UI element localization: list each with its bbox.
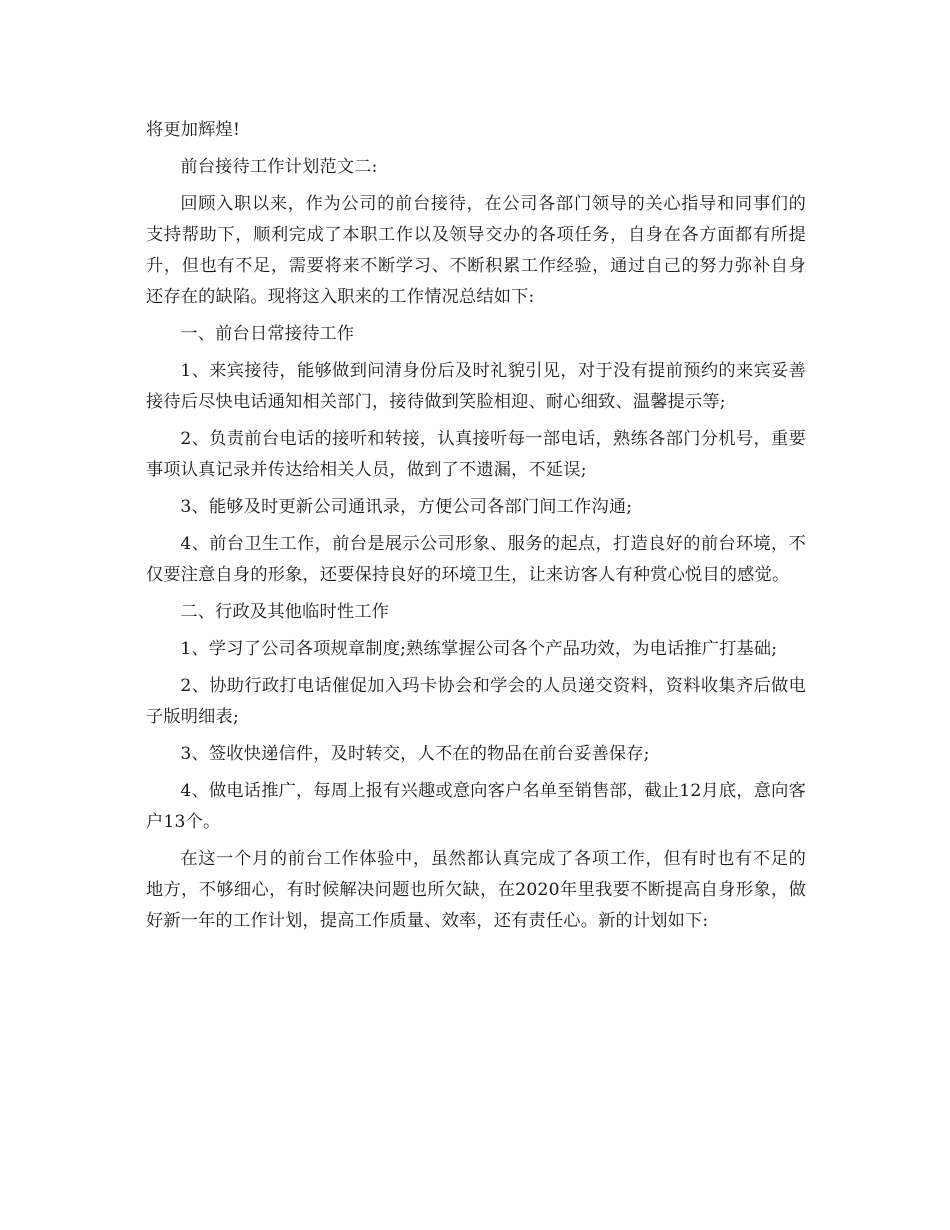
paragraph-closing-line: 将更加辉煌!: [146, 120, 241, 140]
section-title-sample-two: 前台接待工作计划范文二:: [180, 157, 378, 177]
list-item-courier-signing: 3、签收快递信件，及时转交，人不在的物品在前台妥善保存;: [180, 744, 650, 764]
list-item-admin-assist: 2、协助行政打电话催促加入玛卡协会和学会的人员递交资料，资料收集齐后做电子版明细表;: [146, 676, 806, 727]
paragraph-summary-plan: 在这一个月的前台工作体验中，虽然都认真完成了各项工作，但有时也有不足的地方，不够细心，有时候解决问题也所欠缺，在2020年里我要不断提高自身形象，做好新一年的工作计划，提高工作质量、效率，还有责任心。新的计划如下:: [146, 849, 806, 931]
list-item-front-desk-hygiene: 4、前台卫生工作，前台是展示公司形象、服务的起点，打造良好的前台环境，不仅要注意自身的形象，还要保持良好的环境卫生，让来访客人有种赏心悦目的感觉。: [146, 534, 806, 585]
paragraph-intro: 回顾入职以来，作为公司的前台接待，在公司各部门领导的关心指导和同事们的支持帮助下，顺利完成了本职工作以及领导交办的各项任务，自身在各方面都有所提升，但也有不足，需要将来不断学习、不断积累工作经验，通过自己的努力弥补自身还存在的缺陷。现将这入职来的工作情况总结如下:: [146, 194, 806, 307]
list-item-phone-promotion: 4、做电话推广，每周上报有兴趣或意向客户名单至销售部，截止12月底，意向客户13个。: [146, 781, 806, 832]
list-item-rules-study: 1、学习了公司各项规章制度;熟练掌握公司各个产品功效，为电话推广打基础;: [180, 639, 778, 659]
list-item-phone-handling: 2、负责前台电话的接听和转接，认真接听每一部电话，熟练各部门分机号，重要事项认真记录并传达给相关人员，做到了不遗漏，不延误;: [146, 429, 806, 480]
list-item-directory-update: 3、能够及时更新公司通讯录，方便公司各部门间工作沟通;: [180, 497, 633, 517]
document-body: [146, 115, 806, 943]
heading-daily-reception: 一、前台日常接待工作: [180, 324, 355, 344]
heading-admin-temporary-work: 二、行政及其他临时性工作: [180, 602, 390, 622]
list-item-guest-reception: 1、来宾接待，能够做到问清身份后及时礼貌引见，对于没有提前预约的来宾妥善接待后尽快电话通知相关部门，接待做到笑脸相迎、耐心细致、温馨提示等;: [146, 361, 806, 412]
